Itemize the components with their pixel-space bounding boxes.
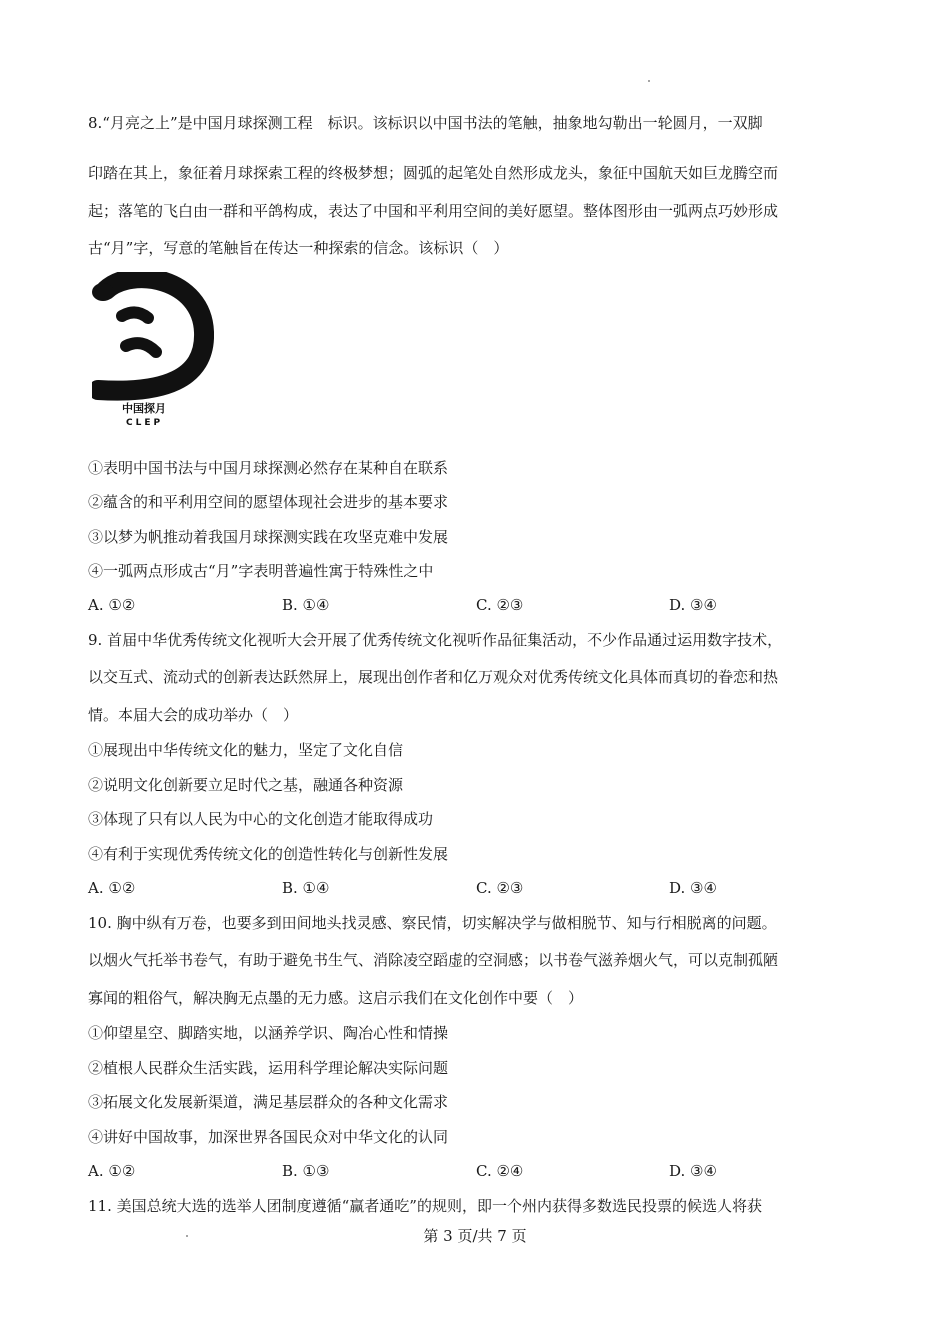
q9-stem-line-2: 以交互式、流动式的创新表达跃然屏上，展现出创作者和亿万观众对优秀传统文化具体而真切的眷恋和热 <box>88 668 779 686</box>
q10-item-2: ②植根人民群众生活实践，运用科学理论解决实际问题 <box>88 1059 449 1077</box>
q8-stem-line-2: 印踏在其上，象征着月球探索工程的终极梦想；圆弧的起笔处自然形成龙头，象征中国航天如巨龙腾空而 <box>88 164 779 182</box>
q8-item-4: ④一弧两点形成古“月”字表明普遍性寓于特殊性之中 <box>88 562 434 580</box>
q10-option-c[interactable]: C. ②④ <box>476 1162 524 1180</box>
q8-stem-line-3: 起；落笔的飞白由一群和平鸽构成，表达了中国和平利用空间的美好愿望。整体图形由一弧两点巧妙形成 <box>88 202 779 220</box>
q8-stem-line-4: 古“月”字，写意的笔触旨在传达一种探索的信念。该标识（ ） <box>88 239 509 257</box>
q9-item-1: ①展现出中华传统文化的魅力，坚定了文化自信 <box>88 741 404 759</box>
page-footer: 第 3 页/共 7 页 <box>423 1227 527 1245</box>
q8-option-a[interactable]: A. ①② <box>88 596 136 614</box>
logo-cn-text: 中国探月 <box>122 402 166 415</box>
q11-stem-line-1: 11. 美国总统大选的选举人团制度遵循“赢者通吃”的规则，即一个州内获得多数选民投票的候选人将获 <box>88 1197 762 1215</box>
q8-option-d[interactable]: D. ③④ <box>669 596 717 614</box>
logo-en-text: CLEP <box>126 418 164 428</box>
q9-option-a[interactable]: A. ①② <box>88 879 136 897</box>
q10-stem-line-1: 10. 胸中纵有万卷，也要多到田间地头找灵感、察民情，切实解决学与做相脱节、知与行相脱离的问题。 <box>88 914 777 932</box>
q8-item-1: ①表明中国书法与中国月球探测必然存在某种自在联系 <box>88 459 449 477</box>
clep-logo <box>92 272 214 428</box>
q9-item-2: ②说明文化创新要立足时代之基，融通各种资源 <box>88 776 404 794</box>
q8-option-c[interactable]: C. ②③ <box>476 596 524 614</box>
q8-item-2: ②蕴含的和平利用空间的愿望体现社会进步的基本要求 <box>88 493 449 511</box>
q10-stem-line-2: 以烟火气托举书卷气，有助于避免书生气、消除凌空蹈虚的空洞感；以书卷气滋养烟火气，可以克制孤陋 <box>88 951 779 969</box>
q10-item-1: ①仰望星空、脚踏实地，以涵养学识、陶冶心性和情操 <box>88 1024 449 1042</box>
q10-item-4: ④讲好中国故事，加深世界各国民众对中华文化的认同 <box>88 1128 449 1146</box>
q9-option-b[interactable]: B. ①④ <box>282 879 330 897</box>
scan-dot <box>648 80 650 82</box>
q8-stem-line-1: 8.“月亮之上”是中国月球探测工程 标识。该标识以中国书法的笔触，抽象地勾勒出一轮圆月，一双脚 <box>88 114 763 132</box>
q9-option-d[interactable]: D. ③④ <box>669 879 717 897</box>
q9-item-4: ④有利于实现优秀传统文化的创造性转化与创新性发展 <box>88 845 449 863</box>
q8-item-3: ③以梦为帆推动着我国月球探测实践在攻坚克难中发展 <box>88 528 449 546</box>
q10-option-a[interactable]: A. ①② <box>88 1162 136 1180</box>
q9-item-3: ③体现了只有以人民为中心的文化创造才能取得成功 <box>88 810 434 828</box>
q9-stem-line-3: 情。本届大会的成功举办（ ） <box>88 706 299 724</box>
q10-stem-line-3: 寡闻的粗俗气，解决胸无点墨的无力感。这启示我们在文化创作中要（ ） <box>88 989 584 1007</box>
clep-moon-emblem <box>92 272 214 428</box>
q8-option-b[interactable]: B. ①④ <box>282 596 330 614</box>
q10-item-3: ③拓展文化发展新渠道，满足基层群众的各种文化需求 <box>88 1093 449 1111</box>
q10-option-d[interactable]: D. ③④ <box>669 1162 717 1180</box>
q9-stem-line-1: 9. 首届中华优秀传统文化视听大会开展了优秀传统文化视听作品征集活动，不少作品通过运用数字技术， <box>88 631 783 649</box>
q10-option-b[interactable]: B. ①③ <box>282 1162 330 1180</box>
q9-option-c[interactable]: C. ②③ <box>476 879 524 897</box>
